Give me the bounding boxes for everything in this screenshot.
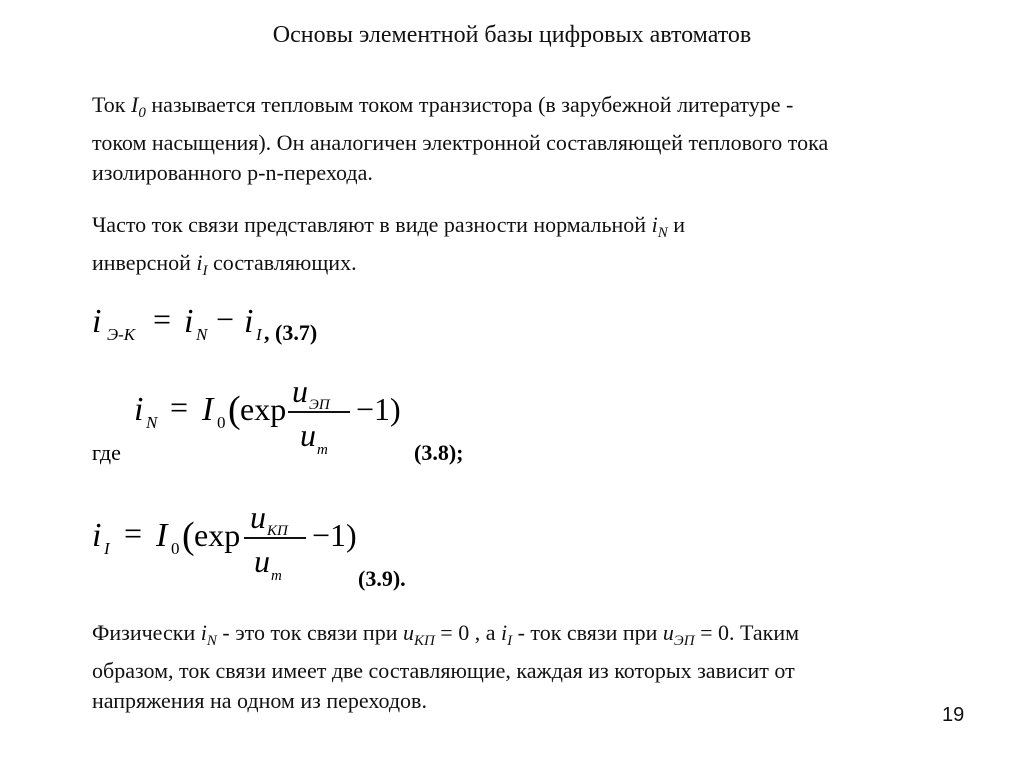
symbol-base: u [402, 620, 414, 645]
symbol-iN [200, 620, 217, 649]
eq38-lhs-sub: N [146, 413, 158, 432]
symbol-base: I [130, 92, 139, 117]
symbol-base: i [500, 620, 508, 645]
equation-3-7 [92, 301, 317, 345]
text: - это ток связи при [216, 620, 403, 645]
eq38-where: где [92, 440, 121, 465]
eq38-lhs-i: i [134, 391, 144, 428]
eq39-I: I [156, 517, 168, 554]
eq37-t1-i: i [184, 303, 194, 340]
eq39-num-u: u [250, 499, 266, 535]
eq37-t2-sub: I [256, 325, 262, 344]
slide-title: Основы элементной базы цифровых автоматов [272, 22, 752, 48]
eq39-lhs-sub: I [104, 539, 110, 558]
text: и [667, 212, 686, 237]
eq38-lparen: ( [228, 389, 241, 431]
eq39-equals: = [124, 515, 143, 551]
eq37-label: , (3.7) [264, 320, 318, 345]
text: называется тепловым током транзистора (в зарубежной литературе - [145, 92, 794, 117]
eq39-lhs-i: i [92, 517, 102, 554]
text: = 0. Таким [694, 620, 800, 645]
eq37-lhs-i: i [92, 303, 102, 340]
equation-3-8 [92, 373, 463, 465]
symbol-base: i [651, 212, 658, 237]
symbol-sub: N [206, 633, 217, 649]
paragraph-physical-meaning [92, 618, 972, 716]
eq37-minus: − [216, 301, 235, 337]
symbol-sub: I [202, 263, 208, 279]
eq38-exp: exp [240, 391, 287, 427]
text: напряжения на одном из переходов. [92, 688, 427, 713]
eq37-t1-sub: N [196, 325, 208, 344]
text: изолированного p-n-перехода. [92, 160, 373, 185]
page-number: 19 [942, 704, 965, 726]
eq38-equals: = [170, 389, 189, 425]
symbol-sub: ЭП [673, 633, 695, 649]
text: током насыщения). Он аналогичен электронной составляющей теплового тока [92, 130, 829, 155]
text: инверсной [92, 250, 197, 275]
eq38-label: (3.8); [414, 440, 464, 465]
symbol-base: i [196, 250, 203, 275]
symbol-sub: I [507, 633, 513, 649]
text: Физически [92, 620, 201, 645]
symbol-sub: N [657, 225, 668, 241]
eq39-tail: −1) [312, 517, 357, 553]
eq39-lparen: ( [182, 515, 195, 557]
eq37-t2-i: i [244, 303, 254, 340]
eq38-I: I [202, 391, 214, 428]
eq38-num-sub: ЭП [309, 397, 330, 413]
eq38-den-sub: m [317, 442, 328, 458]
symbol-sub: КП [413, 633, 435, 649]
eq39-exp: exp [194, 517, 241, 553]
symbol-uEP [662, 620, 695, 649]
eq38-I-sub: 0 [217, 413, 226, 432]
symbol-base: u [662, 620, 674, 645]
eq37-equals: = [153, 301, 172, 337]
text: составляющих. [207, 250, 357, 275]
eq38-den-u: u [300, 417, 316, 453]
eq39-I-sub: 0 [171, 539, 180, 558]
text: Ток [92, 92, 131, 117]
equation-3-9 [92, 499, 406, 591]
eq39-den-u: u [254, 543, 270, 579]
text: - ток связи при [512, 620, 663, 645]
eq39-label: (3.9). [358, 566, 406, 591]
symbol-iI [500, 620, 513, 649]
eq39-den-sub: m [271, 568, 282, 584]
text: образом, ток связи имеет две составляющие, каждая из которых зависит от [92, 658, 795, 683]
eq38-num-u: u [292, 373, 308, 409]
symbol-uKP [402, 620, 435, 649]
text: = 0 , а [434, 620, 501, 645]
symbol-base: i [200, 620, 207, 645]
text: Часто ток связи представляют в виде разности нормальной [92, 212, 652, 237]
eq37-lhs-sub: Э-К [107, 325, 136, 344]
eq39-num-sub: КП [267, 523, 288, 539]
eq38-tail: −1) [356, 391, 401, 427]
symbol-sub: 0 [138, 105, 146, 121]
